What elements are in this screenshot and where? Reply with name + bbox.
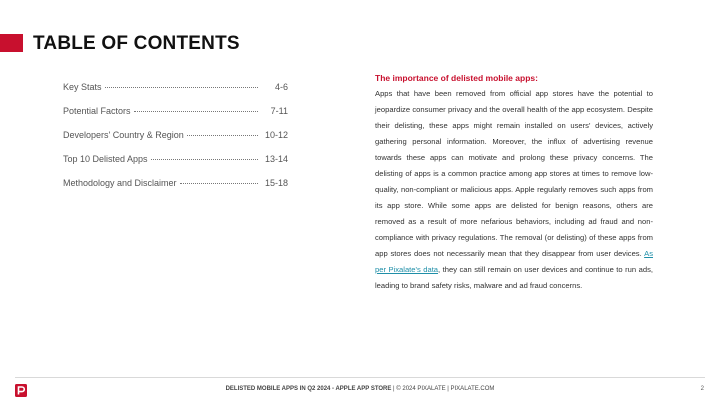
- toc-item-pages: 10-12: [264, 130, 288, 140]
- toc-item-pages: 4-6: [274, 82, 288, 92]
- article-body: [375, 86, 653, 294]
- article-section: [375, 73, 653, 294]
- toc-leader-dots: [105, 87, 258, 88]
- title-accent-bar: [0, 34, 23, 52]
- page-number: 2: [700, 386, 704, 392]
- toc-item[interactable]: [63, 154, 288, 178]
- toc-item-label: Potential Factors: [63, 106, 131, 116]
- toc-item[interactable]: [63, 82, 288, 106]
- toc-leader-dots: [187, 135, 258, 136]
- article-heading: The importance of delisted mobile apps:: [375, 73, 538, 83]
- toc-item[interactable]: [63, 106, 288, 130]
- article-body-text: Apps that have been removed from official app stores have the potential to jeopardize consumer privacy and the overall health of the app ecosystem. Despite their delisting, these apps might remain installed on users' devices, actively gathering personal information. Moreover, the influx of advertising revenue towards these apps can motivate and prolong these privacy concerns. The delisting of apps is a common practice among app stores at times to remove low-quality, non-compliant or malicious apps. Apple regularly removes such apps from its app store. While some apps are delisted for benign reasons, others are removed as a result of more nefarious behaviors, including ad fraud and non-compliance with privacy regulations. The removal (or delisting) of these apps from app stores does not necessarily mean that they disappear from user devices.: [375, 89, 653, 258]
- toc-leader-dots: [151, 159, 258, 160]
- toc-item-label: Key Stats: [63, 82, 102, 92]
- toc-leader-dots: [180, 183, 258, 184]
- toc-item[interactable]: [63, 130, 288, 154]
- pixalate-data-link[interactable]: As per Pixalate's data: [375, 249, 653, 274]
- footer-separator: | © 2024 PIXALATE |: [391, 386, 451, 392]
- toc-item-label: Developers' Country & Region: [63, 130, 184, 140]
- footer-site[interactable]: PIXALATE.COM: [450, 386, 495, 392]
- footer-divider: [15, 377, 705, 378]
- toc-item-label: Top 10 Delisted Apps: [63, 154, 148, 164]
- page-title: TABLE OF CONTENTS: [33, 33, 240, 54]
- toc-item[interactable]: [63, 178, 288, 202]
- footer-report-title: DELISTED MOBILE APPS IN Q2 2024 - APPLE APP STORE: [225, 386, 392, 392]
- toc-item-pages: 7-11: [270, 106, 288, 116]
- footer-text: [0, 386, 720, 392]
- toc-item-pages: 13-14: [264, 154, 288, 164]
- toc-item-pages: 15-18: [264, 178, 288, 188]
- toc-item-label: Methodology and Disclaimer: [63, 178, 177, 188]
- table-of-contents: [63, 82, 288, 202]
- toc-leader-dots: [134, 111, 258, 112]
- article-body-text-end: , they can still remain on user devices and continue to run ads, leading to brand safety risks, malware and ad fraud concerns.: [375, 265, 653, 290]
